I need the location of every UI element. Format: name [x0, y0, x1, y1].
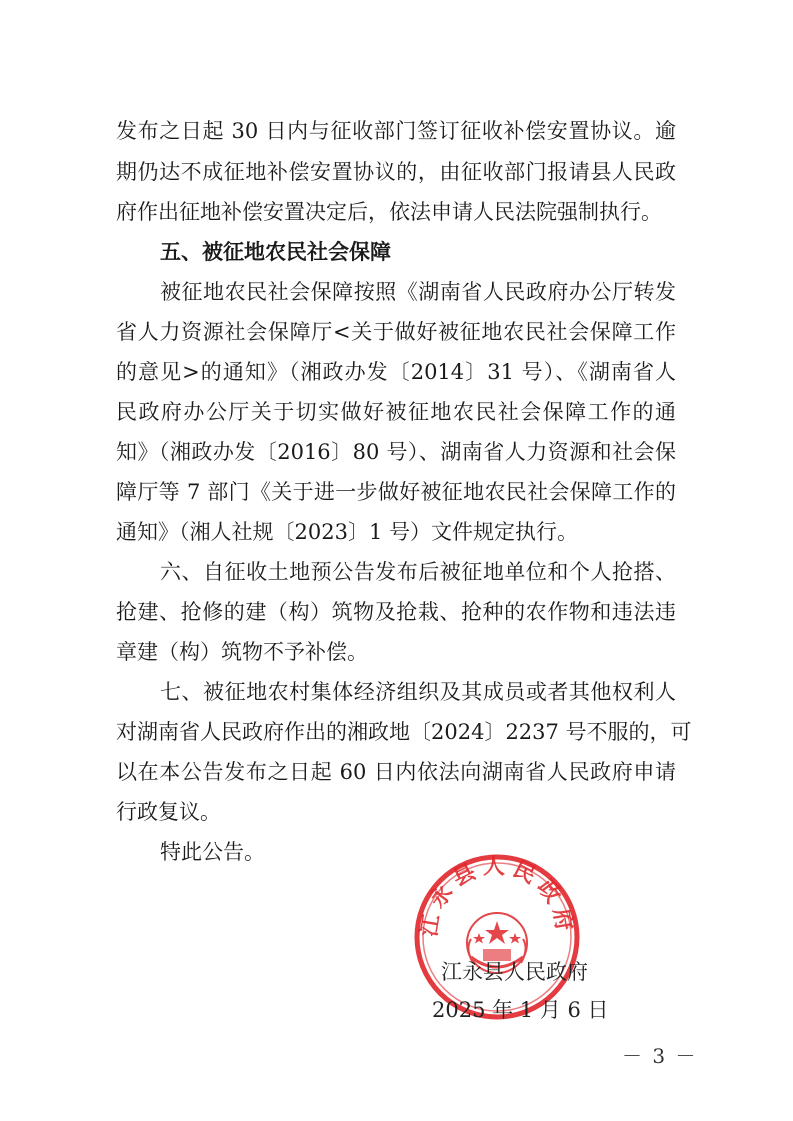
section-paragraph-6: 六、自征收土地预公告发布后被征地单位和个人抢搭、: [160, 560, 676, 584]
issue-date: 2025 年 1 月 6 日: [432, 998, 609, 1022]
issuer-name: 江永县人民政府: [441, 960, 588, 984]
body-line-11: 通知》（湘人社规〔2023〕1 号）文件规定执行。: [116, 520, 578, 544]
section-paragraph-7: 七、被征地农村集体经济组织及其成员或者其他权利人: [160, 680, 676, 704]
page-number: － 3 －: [622, 1044, 698, 1068]
body-line-1: 发布之日起 30 日内与征收部门签订征收补偿安置协议。逾: [116, 119, 676, 143]
body-line-18: 行政复议。: [116, 800, 221, 824]
body-line-16: 对湖南省人民政府作出的湘政地〔2024〕2237 号不服的，可: [116, 720, 692, 744]
body-line-3: 府作出征地补偿安置决定后，依法申请人民法院强制执行。: [116, 200, 662, 224]
body-line-14: 章建（构）筑物不予补偿。: [116, 640, 368, 664]
body-line-9: 知》（湘政办发〔2016〕80 号）、湖南省人力资源和社会保: [116, 440, 676, 464]
body-line-6: 省人力资源社会保障厅<关于做好被征地农民社会保障工作: [116, 320, 676, 344]
body-line-5: 被征地农民社会保障按照《湖南省人民政府办公厅转发: [160, 280, 676, 304]
body-line-8: 民政府办公厅关于切实做好被征地农民社会保障工作的通: [116, 400, 676, 424]
body-line-13: 抢建、抢修的建（构）筑物及抢栽、抢种的农作物和违法违: [116, 600, 676, 624]
body-line-10: 障厅等 7 部门《关于进一步做好被征地农民社会保障工作的: [116, 480, 676, 504]
body-line-17: 以在本公告发布之日起 60 日内依法向湖南省人民政府申请: [116, 760, 676, 784]
seal-ring-text: 江永县人民政府: [416, 854, 578, 939]
closing-line: 特此公告。: [160, 840, 265, 864]
body-line-7: 的意见>的通知》（湘政办发〔2014〕31 号）、《湖南省人: [116, 360, 676, 384]
body-line-2: 期仍达不成征地补偿安置协议的，由征收部门报请县人民政: [116, 160, 676, 184]
section-heading-5: 五、被征地农民社会保障: [160, 240, 391, 264]
